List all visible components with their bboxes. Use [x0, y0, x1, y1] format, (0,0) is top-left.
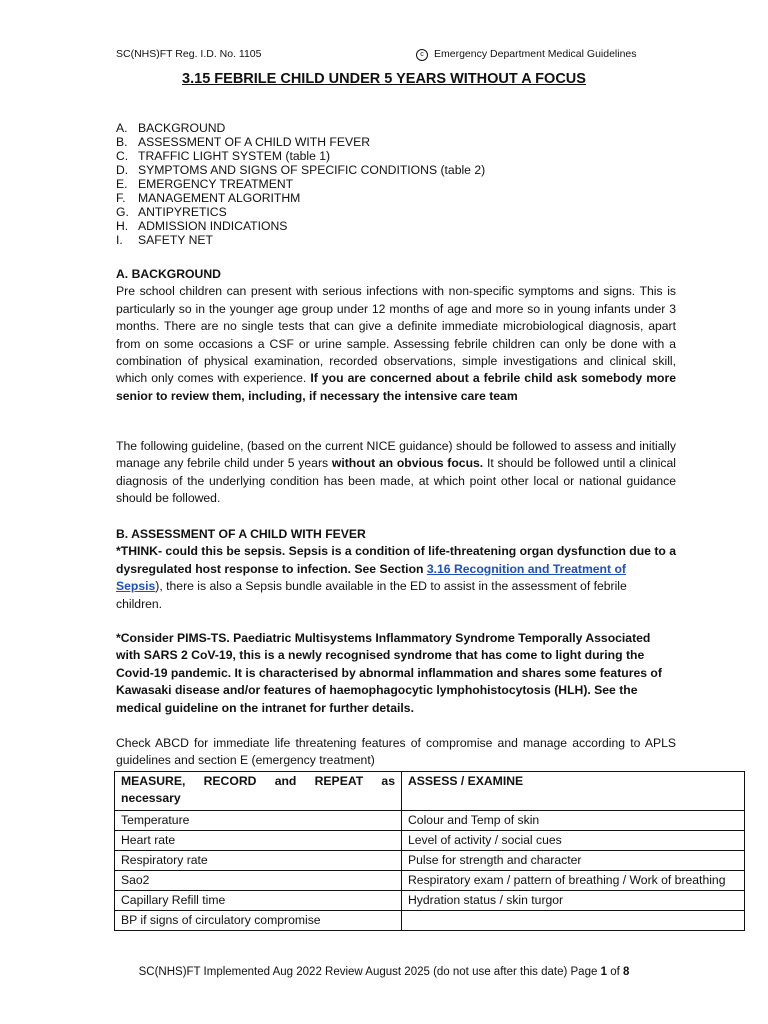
toc-item: [116, 121, 485, 135]
table-cell: Temperature: [115, 811, 402, 831]
toc-label: EMERGENCY TREATMENT: [138, 177, 294, 191]
table-row: [115, 851, 745, 871]
measure-assess-table: [114, 771, 745, 931]
table-cell: Hydration status / skin turgor: [402, 891, 745, 911]
toc-item: [116, 177, 485, 191]
table-header-assess: ASSESS / EXAMINE: [402, 772, 745, 811]
table-cell: Sao2: [115, 871, 402, 891]
table-header-measure-text: MEASURE, RECORD and REPEAT as necessary: [121, 774, 395, 805]
toc-item: [116, 163, 485, 177]
toc-label: BACKGROUND: [138, 121, 226, 135]
table-cell: Heart rate: [115, 831, 402, 851]
section-a-heading: A. BACKGROUND: [116, 267, 221, 281]
table-cell: Respiratory rate: [115, 851, 402, 871]
table-of-contents: [116, 121, 485, 247]
toc-key: G.: [116, 205, 129, 219]
section-background: [116, 266, 676, 405]
section-a-p2-rest: It should be followed until a clinical diagnosis of the underlying condition has been made, at which point other local or national guidance should be followed.: [116, 456, 677, 506]
table-cell: Capillary Refill time: [115, 891, 402, 911]
toc-key: D.: [116, 163, 129, 177]
toc-key: E.: [116, 177, 128, 191]
header-guideline-text: Emergency Department Medical Guidelines: [434, 48, 637, 60]
section-a-p1-text: Pre school children can present with serious infections with non-specific symptoms and signs. This is particularly so in the younger age group under 12 months of age and more so in young infants under 3 months. There are no single tests that can give a definite immediate microbiological diagnosis, apart from on some occasions a CSF or urine sample. Assessing febrile children can only be done with a combination of physical examination, recorded observations, simple investigations and clinical skill, which only comes with experience.: [116, 284, 676, 386]
section-b-p1-bold: *THINK- could this be sepsis. Sepsis is a condition of life-threatening organ dysfunction due to a dysregulated host response to infection. See Section: [116, 544, 677, 576]
toc-item: [116, 149, 485, 163]
table-row: [115, 831, 745, 851]
section-b-paragraph-2: *Consider PIMS-TS. Paediatric Multisystems Inflammatory Syndrome Temporally Associated with SARS 2 CoV-19, this is a newly recognised syndrome that has come to light during the Covid-19 pandemic. It is characterised by abnormal inflammation and shares some features of Kawasaki disease and/or features of haemophagocytic lymphohistocytosis (HLH). See the medical guideline on the intranet for further details.: [116, 631, 662, 715]
table-header-measure: [115, 772, 402, 811]
table-cell: Respiratory exam / pattern of breathing / Work of breathing: [402, 871, 745, 891]
toc-key: H.: [116, 219, 129, 233]
table-row: [115, 811, 745, 831]
toc-key: I.: [116, 233, 123, 247]
table-cell: BP if signs of circulatory compromise: [115, 911, 402, 931]
footer-text: SC(NHS)FT Implemented Aug 2022 Review August 2025 (do not use after this date) Page: [138, 966, 598, 978]
toc-label: ASSESSMENT OF A CHILD WITH FEVER: [138, 135, 371, 149]
section-a-p2-bold: without an obvious focus.: [331, 456, 484, 471]
toc-item: [116, 219, 485, 233]
toc-key: A.: [116, 121, 128, 135]
table-cell: Colour and Temp of skin: [402, 811, 745, 831]
section-a-p1-bold: If you are concerned about a febrile child ask somebody more senior to review them, including, if necessary the intensive care team: [116, 371, 676, 403]
section-a-paragraph-2: [116, 438, 676, 508]
table-row: [115, 911, 745, 931]
table-cell: [402, 911, 745, 931]
page-title-text: 3.15 FEBRILE CHILD UNDER 5 YEARS WITHOUT A FOCUS: [182, 71, 586, 87]
toc-label: SAFETY NET: [138, 233, 213, 247]
header-reg-id: SC(NHS)FT Reg. I.D. No. 1105: [116, 48, 262, 60]
toc-item: [116, 205, 485, 219]
copyright-icon: c: [416, 49, 428, 61]
table-cell: Pulse for strength and character: [402, 851, 745, 871]
section-a-p2-text: The following guideline, (based on the current NICE guidance) should be followed to assess and initially manage any febrile child under 5 years: [116, 439, 676, 471]
section-assessment: [116, 526, 676, 613]
section-b-paragraph-3: Check ABCD for immediate life threatening features of compromise and manage according to APLS guidelines and section E (emergency treatment): [116, 736, 676, 768]
section-b-paragraph-1: [116, 543, 676, 613]
section-b-heading: B. ASSESSMENT OF A CHILD WITH FEVER: [116, 527, 366, 541]
toc-item: [116, 233, 485, 247]
toc-key: C.: [116, 149, 129, 163]
section-b-p1-rest: ), there is also a Sepsis bundle available in the ED to assist in the assessment of febrile children.: [116, 579, 627, 611]
footer-page-number: 1: [600, 966, 607, 978]
table-cell: Level of activity / social cues: [402, 831, 745, 851]
header-guideline: [416, 48, 637, 61]
toc-key: B.: [116, 135, 128, 149]
footer-of: of: [610, 966, 620, 978]
toc-label: MANAGEMENT ALGORITHM: [138, 191, 301, 205]
footer-page-total: 8: [622, 966, 630, 978]
toc-item: [116, 135, 485, 149]
section-a-paragraph-1: [116, 283, 676, 405]
toc-key: F.: [116, 191, 126, 205]
page-footer: [0, 966, 768, 978]
table-row: [115, 891, 745, 911]
table-row: [115, 871, 745, 891]
toc-label: SYMPTOMS AND SIGNS OF SPECIFIC CONDITIONS (table 2): [138, 163, 486, 177]
sepsis-section-link[interactable]: 3.16 Recognition and Treatment of Sepsis: [116, 561, 626, 594]
toc-label: TRAFFIC LIGHT SYSTEM (table 1): [138, 149, 331, 163]
table-header-row: [115, 772, 745, 811]
toc-label: ANTIPYRETICS: [138, 205, 227, 219]
page-title: [0, 71, 768, 87]
toc-item: [116, 191, 485, 205]
toc-label: ADMISSION INDICATIONS: [138, 219, 288, 233]
